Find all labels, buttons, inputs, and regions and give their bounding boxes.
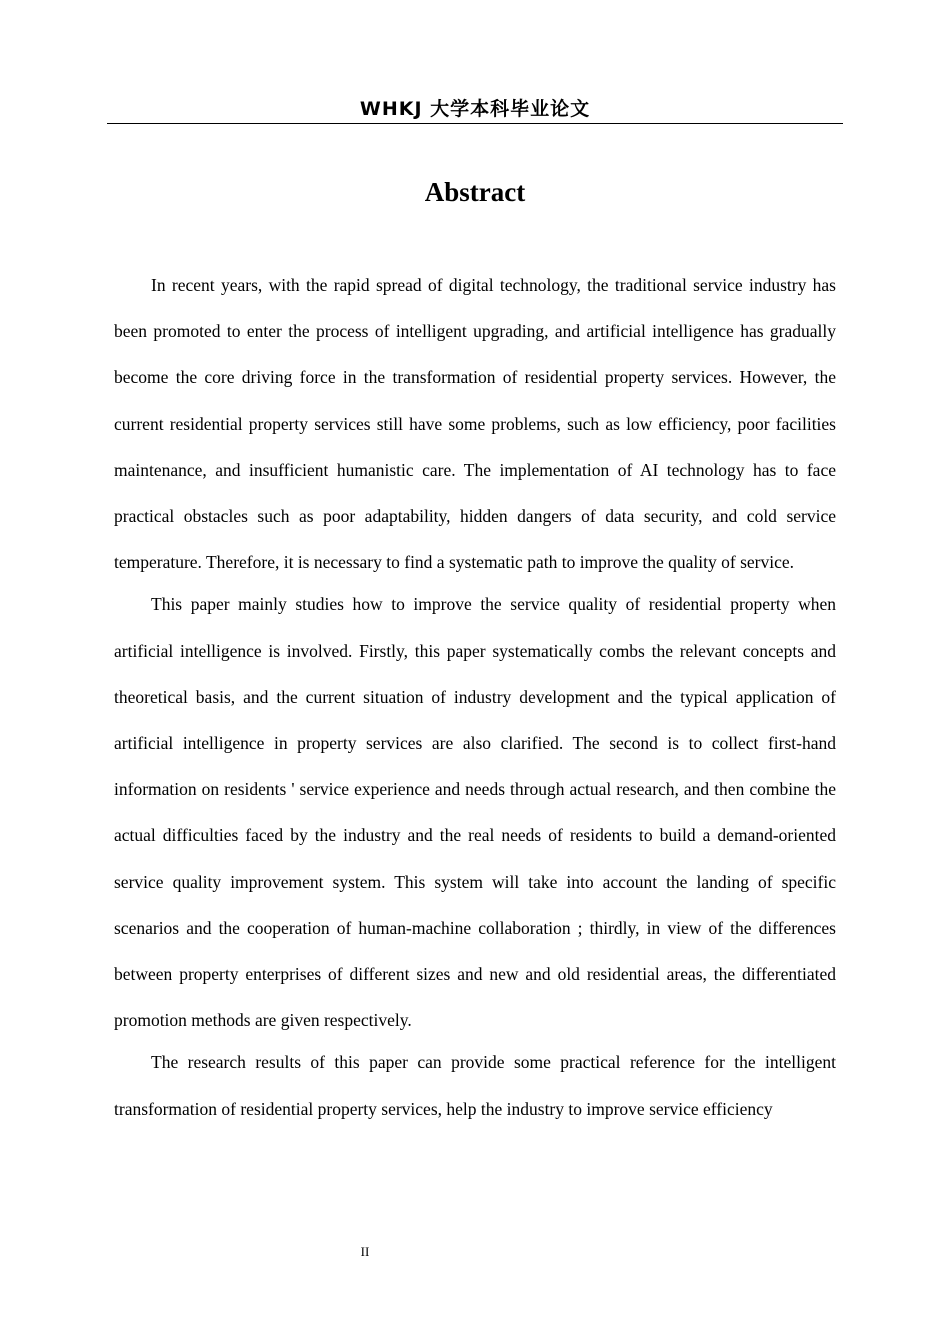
page-number: II: [360, 1244, 370, 1259]
header-text: WHKJ 大学本科毕业论文: [359, 98, 591, 120]
paragraph-1: In recent years, with the rapid spread of digital technology, the traditional service industry has been promoted to enter the process of intelligent upgrading, and artificial intelligence has gradually become the core driving force in the transformation of residential property services. However, the current residential property services still have some problems, such as low efficiency, poor facilities maintenance, and insufficient humanistic care. The implementation of AI technology has to face practical obstacles such as poor adaptability, hidden dangers of data security, and cold service temperature. Therefore, it is necessary to find a systematic path to improve the quality of service.: [114, 275, 836, 573]
header-rule: [107, 123, 843, 124]
running-header: [107, 96, 843, 124]
paragraph-2: This paper mainly studies how to improve the service quality of residential property when artificial intelligence is involved. Firstly, this paper systematically combs the relevant concepts and theoretical basis, and the current situation of industry development and the typical application of artificial intelligence in property services are also clarified. The second is to collect first-hand information on residents ' service experience and needs through actual research, and then combine the actual difficulties faced by the industry and the real needs of residents to build a demand-oriented service quality improvement system. This system will take into account the landing of specific scenarios and the cooperation of human-machine collaboration ; thirdly, in view of the differences between property enterprises of different sizes and new and old residential areas, the differentiated promotion methods are given respectively.: [114, 594, 836, 1031]
abstract-title: Abstract: [424, 177, 526, 207]
paragraph-3: The research results of this paper can provide some practical reference for the intelligent transformation of residential property services, help the industry to improve service efficiency: [114, 1052, 836, 1119]
abstract-body: [114, 262, 836, 1132]
